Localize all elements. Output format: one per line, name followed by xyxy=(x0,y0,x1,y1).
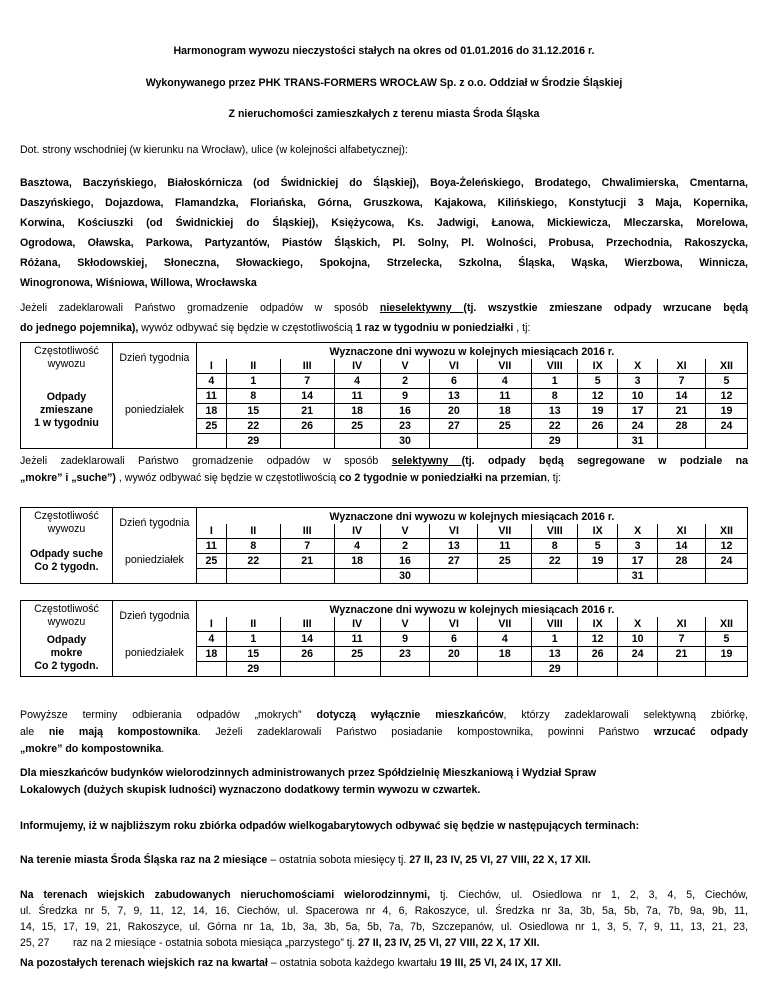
pickup-date-cell: 28 xyxy=(658,554,706,569)
pickup-date-cell: 31 xyxy=(618,569,658,584)
pickup-date-cell: 29 xyxy=(226,434,280,449)
pickup-date-cell: 13 xyxy=(532,647,578,662)
frequency-header-line: Częstotliwość xyxy=(34,510,99,523)
pickup-date-cell: 8 xyxy=(532,539,578,554)
schedule-table-wet xyxy=(20,600,748,677)
pickup-date-cell: 13 xyxy=(532,404,578,419)
pickup-date-cell xyxy=(334,662,380,677)
frequency-header xyxy=(21,508,113,539)
pickup-date-cell: 13 xyxy=(430,539,478,554)
pickup-date-cell: 3 xyxy=(618,539,658,554)
pickup-date-cell: 14 xyxy=(280,632,334,647)
month-header: III xyxy=(280,617,334,632)
pickup-date-cell: 14 xyxy=(280,389,334,404)
p2-text-a: Jeżeli zadeklarowali Państwo gromadzenie odpadów w sposób xyxy=(20,455,392,467)
p7-text: 14, 15, 17, 19, 21, Rakoszyce, ul. Górna nr 1a, 1b, 3a, 3b, 5a, 5b, 7a, 7b, Szczepanów, ul. Osiedlowa nr 1, 3, 5, 7, 9, 11, 13, 21, 23, xyxy=(20,921,748,933)
p8-dates: 19 III, 25 VI, 24 IX, 17 XII. xyxy=(439,957,562,969)
pickup-date-cell: 4 xyxy=(196,374,226,389)
pickup-date-cell xyxy=(334,434,380,449)
pickup-date-cell xyxy=(380,662,430,677)
p3-text: , którzy zadeklarowali selektywną zbiórkę, xyxy=(503,709,749,721)
title-line-3: Z nieruchomości zamieszkałych z terenu miasta Środa Śląska xyxy=(228,108,540,120)
pickup-date-cell: 26 xyxy=(280,647,334,662)
paragraph-multifamily xyxy=(20,765,748,799)
month-header: V xyxy=(380,359,430,374)
paragraph-rural-other xyxy=(20,953,748,973)
p8-text: – ostatnia sobota każdego kwartału xyxy=(267,957,440,969)
p2-text-b: (tj. odpady będą segregowane w podziale na xyxy=(461,455,749,467)
month-header: X xyxy=(618,617,658,632)
table-header-row xyxy=(21,601,748,618)
pickup-date-cell: 16 xyxy=(380,404,430,419)
pickup-date-cell: 23 xyxy=(380,419,430,434)
pickup-date-cell xyxy=(280,569,334,584)
pickup-date-cell: 11 xyxy=(334,632,380,647)
month-header: XII xyxy=(705,524,747,539)
table-row xyxy=(21,374,748,389)
pickup-date-cell: 24 xyxy=(705,419,747,434)
pickup-date-cell: 7 xyxy=(280,539,334,554)
pickup-date-cell xyxy=(478,569,532,584)
pickup-date-cell xyxy=(478,662,532,677)
p1-line2-bold2: 1 raz w tygodniu w poniedziałki xyxy=(355,322,514,334)
p7-text: tj. Ciechów, ul. Osiedlowa nr 1, 2, 3, 4, 5, Ciechów, xyxy=(430,889,748,901)
pickup-date-cell: 21 xyxy=(658,404,706,419)
table-row xyxy=(21,539,748,554)
pickup-date-cell: 9 xyxy=(380,389,430,404)
p7-dates: 27 II, 23 IV, 25 VI, 27 VIII, 22 X, 17 XII. xyxy=(357,937,540,949)
p7-bold: Na terenach wiejskich zabudowanych nieruchomościami wielorodzinnymi, xyxy=(20,889,431,901)
pickup-date-cell: 26 xyxy=(280,419,334,434)
pickup-date-cell: 25 xyxy=(196,419,226,434)
pickup-date-cell: 7 xyxy=(658,374,706,389)
pickup-date-cell: 31 xyxy=(618,434,658,449)
pickup-date-cell: 19 xyxy=(705,647,747,662)
month-header: XII xyxy=(705,359,747,374)
waste-type-label-line: Odpady xyxy=(46,634,87,647)
month-header: V xyxy=(380,617,430,632)
pickup-date-cell: 11 xyxy=(334,389,380,404)
pickup-date-cell xyxy=(578,569,618,584)
pickup-date-cell xyxy=(532,569,578,584)
pickup-date-cell: 4 xyxy=(478,374,532,389)
pickup-date-cell: 1 xyxy=(532,374,578,389)
frequency-header-line: Częstotliwość xyxy=(34,603,99,616)
frequency-header-line: wywozu xyxy=(47,358,86,371)
pickup-date-cell: 17 xyxy=(618,404,658,419)
month-header: XII xyxy=(705,617,747,632)
month-header: I xyxy=(196,617,226,632)
pickup-date-cell: 24 xyxy=(705,554,747,569)
p2-line2-rest: , wywóz odbywać się będzie w częstotliwością xyxy=(115,472,340,484)
p2-line2-bold2: co 2 tygodnie w poniedziałki na przemian xyxy=(339,472,547,484)
pickup-date-cell xyxy=(705,434,747,449)
streets-line: Basztowa, Baczyńskiego, Białoskórnicza (od Świdnickiej do Śląskiej), Boya-Żeleńskiego, Brodatego, Chwalimierska, Cmentarna, xyxy=(20,177,748,189)
pickup-date-cell: 19 xyxy=(578,404,618,419)
month-header: IV xyxy=(334,617,380,632)
weekday-value: poniedziałek xyxy=(112,539,196,584)
month-header: VII xyxy=(478,524,532,539)
pickup-date-cell xyxy=(578,434,618,449)
pickup-date-cell: 29 xyxy=(532,434,578,449)
waste-type-label xyxy=(21,539,113,584)
pickup-date-cell: 7 xyxy=(280,374,334,389)
pickup-date-cell xyxy=(578,662,618,677)
pickup-date-cell: 20 xyxy=(430,647,478,662)
pickup-date-cell: 4 xyxy=(334,539,380,554)
month-header: V xyxy=(380,524,430,539)
month-header: VI xyxy=(430,617,478,632)
pickup-date-cell xyxy=(430,662,478,677)
frequency-header-line: wywozu xyxy=(47,616,86,629)
pickup-date-cell: 21 xyxy=(280,554,334,569)
p3-bold: nie mają kompostownika xyxy=(48,726,198,738)
pickup-date-cell: 24 xyxy=(618,647,658,662)
waste-type-label-line: mokre xyxy=(50,647,83,660)
pickup-date-cell: 7 xyxy=(658,632,706,647)
waste-type-label-line: Co 2 tygodn. xyxy=(34,560,99,573)
month-header: I xyxy=(196,524,226,539)
weekday-header: Dzień tygodnia xyxy=(112,601,196,632)
frequency-header-line: wywozu xyxy=(47,523,86,536)
month-header: VIII xyxy=(532,524,578,539)
pickup-date-cell: 1 xyxy=(532,632,578,647)
pickup-date-cell: 25 xyxy=(334,419,380,434)
pickup-date-cell: 21 xyxy=(280,404,334,419)
p1-line2-bold: do jednego pojemnika), xyxy=(20,322,139,334)
pickup-date-cell: 11 xyxy=(478,539,532,554)
pickup-date-cell: 3 xyxy=(618,374,658,389)
paragraph-city-bulky xyxy=(20,850,748,870)
month-header: II xyxy=(226,617,280,632)
paragraph-selective xyxy=(20,451,748,488)
p4-line: Dla mieszkańców budynków wielorodzinnych administrowanych przez Spółdzielnię Mieszkaniową i Wydział Spraw xyxy=(20,767,597,779)
streets-line: Winogronowa, Wiśniowa, Willowa, Wrocławska xyxy=(20,277,257,289)
pickup-date-cell: 6 xyxy=(430,374,478,389)
weekday-value: poniedziałek xyxy=(112,374,196,449)
pickup-date-cell xyxy=(705,569,747,584)
pickup-date-cell: 8 xyxy=(226,389,280,404)
table-title: Wyznaczone dni wywozu w kolejnych miesiącach 2016 r. xyxy=(196,601,747,618)
pickup-date-cell: 26 xyxy=(578,647,618,662)
month-header: II xyxy=(226,524,280,539)
table-header-row xyxy=(21,343,748,360)
pickup-date-cell xyxy=(658,662,706,677)
p1-text-a: Jeżeli zadeklarowali Państwo gromadzenie odpadów w sposób xyxy=(20,302,380,314)
pickup-date-cell: 6 xyxy=(430,632,478,647)
pickup-date-cell: 5 xyxy=(578,539,618,554)
pickup-date-cell: 30 xyxy=(380,434,430,449)
pickup-date-cell: 18 xyxy=(478,404,532,419)
paragraph-rural-multifamily xyxy=(20,887,748,951)
month-header: VIII xyxy=(532,359,578,374)
pickup-date-cell: 22 xyxy=(226,554,280,569)
p6-dates: 27 II, 23 IV, 25 VI, 27 VIII, 22 X, 17 XII. xyxy=(409,854,591,866)
month-header: VI xyxy=(430,359,478,374)
pickup-date-cell: 5 xyxy=(705,632,747,647)
pickup-date-cell: 18 xyxy=(196,647,226,662)
pickup-date-cell: 10 xyxy=(618,632,658,647)
pickup-date-cell: 28 xyxy=(658,419,706,434)
pickup-date-cell: 2 xyxy=(380,374,430,389)
table-row xyxy=(21,632,748,647)
pickup-date-cell: 22 xyxy=(532,554,578,569)
pickup-date-cell: 5 xyxy=(578,374,618,389)
pickup-date-cell: 14 xyxy=(658,539,706,554)
title-line-1: Harmonogram wywozu nieczystości stałych na okres od 01.01.2016 do 31.12.2016 r. xyxy=(173,45,595,57)
waste-type-label xyxy=(21,632,113,677)
pickup-date-cell xyxy=(478,434,532,449)
pickup-date-cell: 19 xyxy=(705,404,747,419)
weekday-header: Dzień tygodnia xyxy=(112,343,196,374)
month-header: VIII xyxy=(532,617,578,632)
pickup-date-cell: 11 xyxy=(196,539,226,554)
pickup-date-cell: 25 xyxy=(196,554,226,569)
waste-type-label-line: Odpady suche xyxy=(29,547,103,560)
pickup-date-cell: 22 xyxy=(226,419,280,434)
streets-list xyxy=(20,173,748,293)
pickup-date-cell xyxy=(280,434,334,449)
pickup-date-cell: 25 xyxy=(334,647,380,662)
paragraph-nonselective xyxy=(20,298,748,338)
pickup-date-cell: 12 xyxy=(578,632,618,647)
p7-text: 25, 27 raz na 2 miesiące - ostatnia sobota miesiąca „parzystego” tj. xyxy=(20,937,358,949)
p3-text: ale xyxy=(20,726,49,738)
schedule-table-mixed xyxy=(20,342,748,449)
pickup-date-cell xyxy=(430,569,478,584)
pickup-date-cell: 18 xyxy=(334,554,380,569)
p3-bold: „mokre” do kompostownika xyxy=(20,743,162,755)
pickup-date-cell: 26 xyxy=(578,419,618,434)
pickup-date-cell xyxy=(658,569,706,584)
month-header: IX xyxy=(578,617,618,632)
pickup-date-cell xyxy=(196,434,226,449)
pickup-date-cell: 29 xyxy=(226,662,280,677)
pickup-date-cell: 20 xyxy=(430,404,478,419)
intro-text: Dot. strony wschodniej (w kierunku na Wrocław), ulice (w kolejności alfabetycznej): xyxy=(20,144,408,156)
streets-line: Ogrodowa, Oławska, Parkowa, Partyzantów, Piastów Śląskich, Pl. Solny, Pl. Wolności, Probusa, Przechodnia, Rakoszycka, xyxy=(20,237,748,249)
p1-text-b: (tj. wszystkie zmieszane odpady wrzucane będą xyxy=(463,302,748,314)
pickup-date-cell: 18 xyxy=(334,404,380,419)
month-header: III xyxy=(280,524,334,539)
month-header: IX xyxy=(578,359,618,374)
pickup-date-cell: 25 xyxy=(478,419,532,434)
waste-type-label-line: Odpady xyxy=(46,391,87,404)
month-header: IV xyxy=(334,524,380,539)
p2-underlined: selektywny xyxy=(391,455,462,467)
pickup-date-cell: 25 xyxy=(478,554,532,569)
p6-bold: Na terenie miasta Środa Śląska raz na 2 miesiące xyxy=(20,854,268,866)
pickup-date-cell: 18 xyxy=(196,404,226,419)
frequency-header-line: Częstotliwość xyxy=(34,345,99,358)
waste-type-label-line: Co 2 tygodn. xyxy=(34,660,99,673)
p6-text: – ostatnia sobota miesięcy tj. xyxy=(267,854,410,866)
p3-text: Powyższe terminy odbierania odpadów „mokrych” xyxy=(20,709,317,721)
pickup-date-cell: 16 xyxy=(380,554,430,569)
p8-bold: Na pozostałych terenach wiejskich raz na kwartał xyxy=(20,957,268,969)
pickup-date-cell: 23 xyxy=(380,647,430,662)
p3-bold: wrzucać odpady xyxy=(653,726,748,738)
pickup-date-cell: 29 xyxy=(532,662,578,677)
frequency-header xyxy=(21,601,113,632)
table-header-row xyxy=(21,508,748,525)
waste-type-label-line: 1 w tygodniu xyxy=(34,417,99,430)
month-header: VII xyxy=(478,617,532,632)
pickup-date-cell: 12 xyxy=(705,539,747,554)
pickup-date-cell: 24 xyxy=(618,419,658,434)
p3-bold: dotyczą wyłącznie mieszkańców xyxy=(316,709,504,721)
streets-line: Korwina, Kościuszki (od Świdnickiej do Śląskiej), Księżycowa, Ks. Jadwigi, Łanowa, Mickiewicza, Mleczarska, Morelowa, xyxy=(20,217,748,229)
pickup-date-cell: 15 xyxy=(226,647,280,662)
pickup-date-cell: 13 xyxy=(430,389,478,404)
pickup-date-cell: 11 xyxy=(196,389,226,404)
streets-line: Różana, Skłodowskiej, Słoneczna, Słowackiego, Spokojna, Strzelecka, Szkolna, Śląska, Wąska, Wierzbowa, Winnicza, xyxy=(20,257,748,269)
table-title: Wyznaczone dni wywozu w kolejnych miesiącach 2016 r. xyxy=(196,508,747,525)
pickup-date-cell: 27 xyxy=(430,554,478,569)
paragraph-wet-note xyxy=(20,707,748,758)
streets-line: Daszyńskiego, Dojazdowa, Flamandzka, Floriańska, Górna, Gruszkowa, Kajakowa, Kilińskiego, Konstytucji 3 Maja, Kopernika, xyxy=(20,197,748,209)
pickup-date-cell: 1 xyxy=(226,632,280,647)
schedule-table-dry xyxy=(20,507,748,584)
waste-type-label xyxy=(21,374,113,449)
table-title: Wyznaczone dni wywozu w kolejnych miesiącach 2016 r. xyxy=(196,343,747,360)
p1-line2-end: , tj: xyxy=(513,322,531,334)
pickup-date-cell: 19 xyxy=(578,554,618,569)
pickup-date-cell: 27 xyxy=(430,419,478,434)
pickup-date-cell: 2 xyxy=(380,539,430,554)
pickup-date-cell: 1 xyxy=(226,374,280,389)
pickup-date-cell: 4 xyxy=(478,632,532,647)
pickup-date-cell: 9 xyxy=(380,632,430,647)
title-line-2: Wykonywanego przez PHK TRANS-FORMERS WROCŁAW Sp. z o.o. Oddział w Środzie Śląskiej xyxy=(145,77,623,89)
pickup-date-cell xyxy=(334,569,380,584)
paragraph-bulky-intro: Informujemy, iż w najbliższym roku zbiórka odpadów wielkogabarytowych odbywać się będzie w następujących terminach: xyxy=(20,820,640,832)
month-header: VII xyxy=(478,359,532,374)
pickup-date-cell: 12 xyxy=(705,389,747,404)
p4-line: Lokalowych (dużych skupisk ludności) wyznaczono dodatkowy termin wywozu w czwartek. xyxy=(20,784,481,796)
pickup-date-cell: 22 xyxy=(532,419,578,434)
pickup-date-cell xyxy=(705,662,747,677)
p3-text: . xyxy=(161,743,165,755)
pickup-date-cell: 11 xyxy=(478,389,532,404)
pickup-date-cell: 4 xyxy=(334,374,380,389)
pickup-date-cell: 18 xyxy=(478,647,532,662)
pickup-date-cell xyxy=(196,569,226,584)
month-header: II xyxy=(226,359,280,374)
month-header: VI xyxy=(430,524,478,539)
month-header: XI xyxy=(658,617,706,632)
month-header: I xyxy=(196,359,226,374)
pickup-date-cell: 8 xyxy=(532,389,578,404)
frequency-header xyxy=(21,343,113,374)
p3-text: . Jeżeli zadeklarowali Państwo posiadanie kompostownika, powinni Państwo xyxy=(197,726,654,738)
pickup-date-cell: 5 xyxy=(705,374,747,389)
pickup-date-cell: 30 xyxy=(380,569,430,584)
p1-underlined: nieselektywny xyxy=(379,302,464,314)
pickup-date-cell: 4 xyxy=(196,632,226,647)
weekday-value: poniedziałek xyxy=(112,632,196,677)
month-header: XI xyxy=(658,359,706,374)
p1-line2-rest: wywóz odbywać się będzie w częstotliwością xyxy=(138,322,356,334)
pickup-date-cell: 12 xyxy=(578,389,618,404)
month-header: XI xyxy=(658,524,706,539)
pickup-date-cell xyxy=(226,569,280,584)
pickup-date-cell xyxy=(196,662,226,677)
pickup-date-cell: 10 xyxy=(618,389,658,404)
pickup-date-cell: 15 xyxy=(226,404,280,419)
pickup-date-cell xyxy=(280,662,334,677)
month-header: III xyxy=(280,359,334,374)
month-header: IX xyxy=(578,524,618,539)
p7-text: ul. Średzka nr 5, 7, 9, 11, 12, 14, 16, Ciechów, ul. Spacerowa nr 4, 6, Rakoszyce, ul. Średzka nr 3a, 3b, 5a, 5b, 7a, 7b, 9a, 9b, 11, xyxy=(20,905,748,917)
waste-type-label-line: zmieszane xyxy=(39,404,93,417)
pickup-date-cell xyxy=(430,434,478,449)
p2-line2-bold: „mokre” i „suche”) xyxy=(20,472,116,484)
pickup-date-cell: 17 xyxy=(618,554,658,569)
pickup-date-cell xyxy=(618,662,658,677)
month-header: IV xyxy=(334,359,380,374)
p2-line2-end: , tj: xyxy=(546,472,562,484)
pickup-date-cell: 14 xyxy=(658,389,706,404)
pickup-date-cell xyxy=(658,434,706,449)
weekday-header: Dzień tygodnia xyxy=(112,508,196,539)
pickup-date-cell: 21 xyxy=(658,647,706,662)
month-header: X xyxy=(618,359,658,374)
pickup-date-cell: 8 xyxy=(226,539,280,554)
month-header: X xyxy=(618,524,658,539)
